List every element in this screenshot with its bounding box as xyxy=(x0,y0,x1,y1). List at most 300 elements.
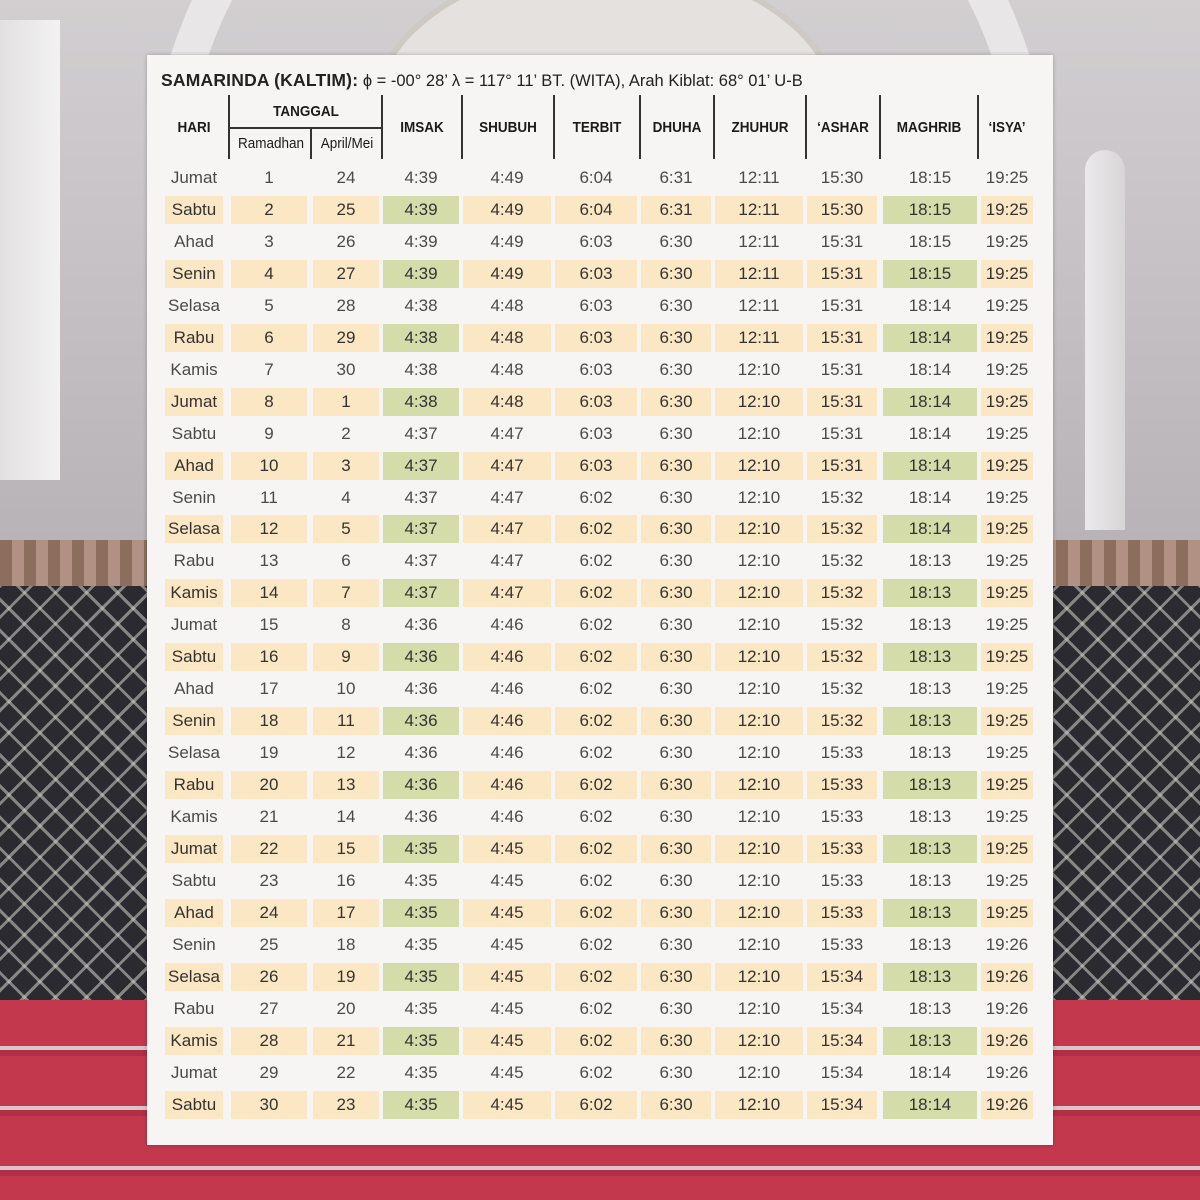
table-row xyxy=(147,452,1053,480)
table-row xyxy=(147,931,1053,959)
table-row xyxy=(147,356,1053,384)
cell-imsak: 4:35 xyxy=(383,1091,459,1119)
cell-april-mei: 6 xyxy=(341,551,351,571)
cell-shubuh: 4:47 xyxy=(490,551,524,571)
cell-maghrib: 18:13 xyxy=(908,934,952,954)
cell-isya: 19:26 xyxy=(985,934,1029,954)
cell-imsak: 4:35 xyxy=(404,870,438,890)
cell-maghrib: 18:14 xyxy=(883,515,977,543)
cell-imsak: 4:35 xyxy=(404,998,438,1018)
cell-dhuha: 6:30 xyxy=(641,643,711,671)
cell-hari: Kamis xyxy=(165,1027,223,1055)
table-row xyxy=(147,1091,1053,1119)
cell-ashar: 15:31 xyxy=(807,388,877,416)
cell-ramadhan: 27 xyxy=(259,998,279,1018)
cell-hari: Kamis xyxy=(170,807,218,826)
cell-terbit: 6:03 xyxy=(555,388,637,416)
cell-april-mei: 12 xyxy=(336,743,356,763)
cell-zhuhur: 12:10 xyxy=(715,452,803,480)
cell-dhuha: 6:30 xyxy=(659,359,693,379)
table-row xyxy=(147,579,1053,607)
cell-shubuh: 4:46 xyxy=(490,615,524,635)
cell-terbit: 6:02 xyxy=(579,1062,613,1082)
cell-april-mei: 8 xyxy=(341,615,351,635)
cell-ramadhan: 17 xyxy=(259,679,279,699)
cell-shubuh: 4:47 xyxy=(463,515,551,543)
cell-imsak: 4:36 xyxy=(404,743,438,763)
cell-isya: 19:25 xyxy=(985,295,1029,315)
cell-isya: 19:25 xyxy=(985,487,1029,507)
col-header-imsak: IMSAK xyxy=(400,119,444,136)
cell-ramadhan: 1 xyxy=(264,168,274,187)
table-row xyxy=(147,228,1053,256)
city-name: SAMARINDA (KALTIM): xyxy=(161,70,359,90)
cell-imsak: 4:37 xyxy=(383,515,459,543)
table-row xyxy=(147,420,1053,448)
cell-imsak: 4:35 xyxy=(404,1062,438,1082)
cell-terbit: 6:03 xyxy=(555,260,637,288)
table-row xyxy=(147,484,1053,512)
cell-isya: 19:26 xyxy=(985,998,1029,1018)
cell-zhuhur: 12:10 xyxy=(715,1027,803,1055)
cell-terbit: 6:02 xyxy=(579,679,613,699)
cell-zhuhur: 12:10 xyxy=(737,934,781,954)
cell-hari: Rabu xyxy=(165,324,223,352)
cell-imsak: 4:35 xyxy=(383,963,459,991)
cell-shubuh: 4:49 xyxy=(463,196,551,224)
cell-hari: Rabu xyxy=(173,998,215,1018)
cell-zhuhur: 12:10 xyxy=(737,743,781,763)
cell-ramadhan: 10 xyxy=(231,452,307,480)
table-row xyxy=(147,739,1053,767)
cell-imsak: 4:39 xyxy=(404,168,438,187)
cell-imsak: 4:37 xyxy=(383,452,459,480)
cell-april-mei: 30 xyxy=(336,359,356,379)
cell-shubuh: 4:46 xyxy=(463,707,551,735)
cell-ramadhan: 29 xyxy=(259,1062,279,1082)
cell-imsak: 4:37 xyxy=(383,579,459,607)
cell-imsak: 4:39 xyxy=(383,196,459,224)
cell-april-mei: 2 xyxy=(341,423,351,443)
cell-shubuh: 4:45 xyxy=(490,1062,524,1082)
cell-april-mei: 17 xyxy=(313,899,379,927)
cell-zhuhur: 12:10 xyxy=(737,679,781,699)
cell-zhuhur: 12:10 xyxy=(715,771,803,799)
cell-shubuh: 4:45 xyxy=(463,963,551,991)
cell-zhuhur: 12:11 xyxy=(738,231,780,251)
cell-ramadhan: 5 xyxy=(264,295,274,315)
header-divider xyxy=(461,95,463,159)
cell-dhuha: 6:30 xyxy=(659,231,693,251)
cell-imsak: 4:38 xyxy=(383,324,459,352)
table-row xyxy=(147,547,1053,575)
cell-shubuh: 4:46 xyxy=(490,743,524,763)
cell-zhuhur: 12:10 xyxy=(715,579,803,607)
cell-isya: 19:25 xyxy=(985,551,1029,571)
cell-ramadhan: 21 xyxy=(259,807,279,826)
cell-hari: Ahad xyxy=(174,231,214,251)
cell-hari: Senin xyxy=(165,260,223,288)
cell-terbit: 6:02 xyxy=(579,870,613,890)
cell-maghrib: 18:13 xyxy=(908,743,952,763)
cell-ramadhan: 8 xyxy=(231,388,307,416)
cell-dhuha: 6:30 xyxy=(659,551,693,571)
cell-hari: Selasa xyxy=(168,295,220,315)
header-divider xyxy=(310,129,312,159)
cell-terbit: 6:02 xyxy=(579,487,613,507)
cell-ashar: 15:33 xyxy=(820,807,864,826)
table-row xyxy=(147,260,1053,288)
cell-dhuha: 6:30 xyxy=(659,998,693,1018)
cell-hari: Ahad xyxy=(174,679,214,699)
cell-dhuha: 6:30 xyxy=(641,899,711,927)
cell-isya: 19:25 xyxy=(981,260,1033,288)
cell-april-mei: 4 xyxy=(341,487,351,507)
cell-isya: 19:25 xyxy=(985,615,1029,635)
cell-dhuha: 6:30 xyxy=(659,743,693,763)
cell-ramadhan: 25 xyxy=(259,934,279,954)
table-row xyxy=(147,292,1053,320)
cell-imsak: 4:37 xyxy=(404,487,438,507)
cell-dhuha: 6:30 xyxy=(641,963,711,991)
cell-april-mei: 21 xyxy=(313,1027,379,1055)
cell-zhuhur: 12:10 xyxy=(715,388,803,416)
cell-maghrib: 18:14 xyxy=(908,487,952,507)
cell-shubuh: 4:47 xyxy=(463,579,551,607)
cell-april-mei: 22 xyxy=(336,1062,356,1082)
cell-zhuhur: 12:10 xyxy=(737,423,781,443)
cell-ashar: 15:31 xyxy=(820,359,864,379)
cell-shubuh: 4:47 xyxy=(463,452,551,480)
cell-maghrib: 18:13 xyxy=(883,707,977,735)
cell-april-mei: 26 xyxy=(336,231,356,251)
cell-imsak: 4:37 xyxy=(404,551,438,571)
cell-april-mei: 7 xyxy=(313,579,379,607)
cell-hari: Senin xyxy=(165,707,223,735)
cell-terbit: 6:02 xyxy=(579,615,613,635)
cell-hari: Ahad xyxy=(165,899,223,927)
col-header-terbit: TERBIT xyxy=(572,119,622,136)
cell-isya: 19:25 xyxy=(985,423,1029,443)
col-header-dhuha: DHUHA xyxy=(652,119,702,136)
cell-ashar: 15:34 xyxy=(820,1062,864,1082)
schedule-title xyxy=(161,67,1041,93)
cell-ashar: 15:32 xyxy=(820,679,864,699)
cell-terbit: 6:03 xyxy=(579,423,613,443)
cell-dhuha: 6:30 xyxy=(641,771,711,799)
table-row xyxy=(147,643,1053,671)
table-row xyxy=(147,803,1053,831)
table-row xyxy=(147,675,1053,703)
cell-ramadhan: 12 xyxy=(231,515,307,543)
cell-ramadhan: 2 xyxy=(231,196,307,224)
col-header-isya: ‘ISYA’ xyxy=(988,119,1026,136)
cell-zhuhur: 12:10 xyxy=(737,487,781,507)
cell-terbit: 6:02 xyxy=(555,515,637,543)
cell-ashar: 15:31 xyxy=(820,423,864,443)
cell-isya: 19:25 xyxy=(985,359,1029,379)
cell-zhuhur: 12:10 xyxy=(715,707,803,735)
cell-isya: 19:25 xyxy=(985,743,1029,763)
cell-ramadhan: 11 xyxy=(260,487,278,507)
table-row xyxy=(147,1027,1053,1055)
cell-terbit: 6:02 xyxy=(555,771,637,799)
cell-terbit: 6:04 xyxy=(579,168,613,187)
cell-maghrib: 18:14 xyxy=(908,1062,952,1082)
cell-dhuha: 6:30 xyxy=(659,807,693,826)
cell-maghrib: 18:13 xyxy=(883,579,977,607)
col-header-zhuhur: ZHUHUR xyxy=(731,119,789,136)
cell-april-mei: 19 xyxy=(313,963,379,991)
cell-april-mei: 11 xyxy=(313,707,379,735)
cell-april-mei: 5 xyxy=(313,515,379,543)
cell-ashar: 15:34 xyxy=(807,1091,877,1119)
cell-isya: 19:25 xyxy=(981,324,1033,352)
col-header-ramadhan: Ramadhan xyxy=(237,135,305,152)
cell-zhuhur: 12:10 xyxy=(737,615,781,635)
cell-ashar: 15:31 xyxy=(807,324,877,352)
cell-dhuha: 6:30 xyxy=(641,835,711,863)
cell-april-mei: 24 xyxy=(336,168,356,187)
cell-april-mei: 13 xyxy=(313,771,379,799)
cell-hari: Sabtu xyxy=(165,196,223,224)
cell-ramadhan: 4 xyxy=(231,260,307,288)
cell-ramadhan: 14 xyxy=(231,579,307,607)
cell-isya: 19:25 xyxy=(981,196,1033,224)
table-row xyxy=(147,835,1053,863)
cell-imsak: 4:39 xyxy=(404,231,438,251)
cell-april-mei: 20 xyxy=(336,998,356,1018)
cell-imsak: 4:38 xyxy=(404,359,438,379)
cell-maghrib: 18:13 xyxy=(883,899,977,927)
cell-ramadhan: 28 xyxy=(231,1027,307,1055)
table-row xyxy=(147,196,1053,224)
table-row xyxy=(147,899,1053,927)
cell-april-mei: 28 xyxy=(336,295,356,315)
cell-dhuha: 6:30 xyxy=(641,579,711,607)
cell-shubuh: 4:45 xyxy=(490,934,524,954)
cell-maghrib: 18:14 xyxy=(883,1091,977,1119)
cell-maghrib: 18:13 xyxy=(883,643,977,671)
cell-zhuhur: 12:10 xyxy=(737,551,781,571)
cell-isya: 19:26 xyxy=(981,1091,1033,1119)
cell-maghrib: 18:13 xyxy=(883,835,977,863)
cell-zhuhur: 12:10 xyxy=(715,643,803,671)
cell-dhuha: 6:30 xyxy=(659,1062,693,1082)
cell-maghrib: 18:13 xyxy=(908,551,952,571)
cell-ashar: 15:32 xyxy=(807,579,877,607)
cell-shubuh: 4:49 xyxy=(490,168,524,187)
cell-dhuha: 6:30 xyxy=(641,260,711,288)
cell-terbit: 6:02 xyxy=(579,998,613,1018)
table-row xyxy=(147,388,1053,416)
cell-dhuha: 6:30 xyxy=(659,423,693,443)
cell-maghrib: 18:13 xyxy=(883,771,977,799)
cell-terbit: 6:02 xyxy=(555,963,637,991)
col-header-april-mei: April/Mei xyxy=(320,135,374,152)
cell-dhuha: 6:31 xyxy=(641,196,711,224)
cell-dhuha: 6:30 xyxy=(641,707,711,735)
header-divider xyxy=(381,95,383,159)
cell-isya: 19:25 xyxy=(981,643,1033,671)
cell-isya: 19:25 xyxy=(981,452,1033,480)
cell-hari: Jumat xyxy=(170,615,218,635)
cell-zhuhur: 12:10 xyxy=(715,515,803,543)
cell-isya: 19:25 xyxy=(981,515,1033,543)
cell-april-mei: 15 xyxy=(313,835,379,863)
cell-hari: Kamis xyxy=(170,359,218,379)
cell-hari: Sabtu xyxy=(171,423,217,443)
cell-terbit: 6:02 xyxy=(555,1091,637,1119)
cell-ashar: 15:30 xyxy=(807,196,877,224)
cell-april-mei: 29 xyxy=(313,324,379,352)
cell-terbit: 6:02 xyxy=(555,835,637,863)
cell-shubuh: 4:45 xyxy=(490,998,524,1018)
cell-shubuh: 4:48 xyxy=(490,295,524,315)
cell-zhuhur: 12:10 xyxy=(737,807,781,826)
cell-isya: 19:26 xyxy=(981,963,1033,991)
cell-ashar: 15:32 xyxy=(807,643,877,671)
cell-ramadhan: 6 xyxy=(231,324,307,352)
cell-zhuhur: 12:10 xyxy=(737,359,781,379)
header-divider xyxy=(977,95,979,159)
table-row xyxy=(147,771,1053,799)
cell-shubuh: 4:45 xyxy=(463,1091,551,1119)
cell-terbit: 6:02 xyxy=(579,551,613,571)
cell-isya: 19:25 xyxy=(981,771,1033,799)
cell-hari: Selasa xyxy=(165,515,223,543)
cell-april-mei: 3 xyxy=(313,452,379,480)
cell-april-mei: 9 xyxy=(313,643,379,671)
cell-shubuh: 4:45 xyxy=(490,870,524,890)
cell-imsak: 4:36 xyxy=(404,807,438,826)
cell-ramadhan: 26 xyxy=(231,963,307,991)
cell-isya: 19:26 xyxy=(981,1027,1033,1055)
cell-isya: 19:25 xyxy=(985,870,1029,890)
cell-shubuh: 4:45 xyxy=(463,1027,551,1055)
cell-maghrib: 18:15 xyxy=(908,231,952,251)
table-row xyxy=(147,164,1053,192)
table-row xyxy=(147,995,1053,1023)
cell-april-mei: 23 xyxy=(313,1091,379,1119)
cell-april-mei: 18 xyxy=(336,934,356,954)
cell-ashar: 15:33 xyxy=(820,934,864,954)
cell-hari: Selasa xyxy=(165,963,223,991)
cell-ramadhan: 16 xyxy=(231,643,307,671)
cell-ashar: 15:31 xyxy=(820,231,864,251)
cell-shubuh: 4:49 xyxy=(463,260,551,288)
cell-terbit: 6:02 xyxy=(555,643,637,671)
cell-zhuhur: 12:11 xyxy=(715,324,803,352)
cell-imsak: 4:36 xyxy=(383,707,459,735)
left-pillar xyxy=(0,20,60,480)
cell-shubuh: 4:47 xyxy=(490,487,524,507)
cell-imsak: 4:37 xyxy=(404,423,438,443)
right-pillar xyxy=(1085,150,1125,530)
col-header-shubuh: SHUBUH xyxy=(479,119,537,136)
cell-hari: Rabu xyxy=(165,771,223,799)
cell-hari: Sabtu xyxy=(165,1091,223,1119)
cell-ramadhan: 13 xyxy=(259,551,279,571)
header-divider xyxy=(879,95,881,159)
col-header-tanggal: TANGGAL xyxy=(273,103,339,120)
header-divider xyxy=(228,127,382,129)
cell-maghrib: 18:15 xyxy=(883,196,977,224)
cell-dhuha: 6:30 xyxy=(641,1027,711,1055)
table-row xyxy=(147,963,1053,991)
cell-ashar: 15:34 xyxy=(820,998,864,1018)
cell-ramadhan: 23 xyxy=(259,870,279,890)
cell-ashar: 15:32 xyxy=(820,551,864,571)
cell-ramadhan: 9 xyxy=(264,423,274,443)
cell-isya: 19:25 xyxy=(981,899,1033,927)
cell-isya: 19:25 xyxy=(985,168,1029,187)
cell-dhuha: 6:30 xyxy=(659,679,693,699)
header-divider xyxy=(713,95,715,159)
cell-imsak: 4:35 xyxy=(404,934,438,954)
cell-ashar: 15:31 xyxy=(807,452,877,480)
cell-maghrib: 18:13 xyxy=(883,963,977,991)
cell-shubuh: 4:46 xyxy=(490,679,524,699)
cell-april-mei: 25 xyxy=(313,196,379,224)
cell-ashar: 15:31 xyxy=(820,295,864,315)
cell-isya: 19:25 xyxy=(985,807,1029,826)
table-row xyxy=(147,324,1053,352)
cell-dhuha: 6:30 xyxy=(641,452,711,480)
cell-imsak: 4:35 xyxy=(383,835,459,863)
cell-ashar: 15:32 xyxy=(820,615,864,635)
cell-zhuhur: 12:11 xyxy=(738,168,780,187)
cell-terbit: 6:03 xyxy=(579,231,613,251)
cell-april-mei: 10 xyxy=(336,679,356,699)
cell-ramadhan: 30 xyxy=(231,1091,307,1119)
cell-maghrib: 18:13 xyxy=(908,615,952,635)
cell-ashar: 15:32 xyxy=(820,487,864,507)
cell-imsak: 4:39 xyxy=(383,260,459,288)
cell-shubuh: 4:48 xyxy=(490,359,524,379)
cell-dhuha: 6:30 xyxy=(641,388,711,416)
cell-maghrib: 18:14 xyxy=(908,423,952,443)
cell-hari: Jumat xyxy=(170,168,218,187)
table-row xyxy=(147,867,1053,895)
cell-shubuh: 4:48 xyxy=(463,388,551,416)
cell-ashar: 15:30 xyxy=(820,168,864,187)
cell-shubuh: 4:46 xyxy=(463,643,551,671)
cell-dhuha: 6:30 xyxy=(659,934,693,954)
cell-shubuh: 4:49 xyxy=(490,231,524,251)
cell-ramadhan: 18 xyxy=(231,707,307,735)
cell-shubuh: 4:45 xyxy=(463,899,551,927)
cell-zhuhur: 12:10 xyxy=(737,998,781,1018)
cell-terbit: 6:02 xyxy=(555,579,637,607)
cell-hari: Rabu xyxy=(173,551,215,571)
cell-isya: 19:25 xyxy=(981,388,1033,416)
cell-april-mei: 1 xyxy=(313,388,379,416)
prayer-schedule-card xyxy=(147,55,1053,1145)
cell-isya: 19:25 xyxy=(985,231,1029,251)
cell-maghrib: 18:15 xyxy=(883,260,977,288)
cell-dhuha: 6:31 xyxy=(659,168,693,187)
cell-imsak: 4:36 xyxy=(383,643,459,671)
cell-isya: 19:25 xyxy=(981,835,1033,863)
cell-terbit: 6:02 xyxy=(579,743,613,763)
cell-dhuha: 6:30 xyxy=(641,324,711,352)
cell-shubuh: 4:46 xyxy=(463,771,551,799)
table-row xyxy=(147,611,1053,639)
cell-ashar: 15:33 xyxy=(820,870,864,890)
header-divider xyxy=(553,95,555,159)
cell-hari: Selasa xyxy=(168,743,220,763)
